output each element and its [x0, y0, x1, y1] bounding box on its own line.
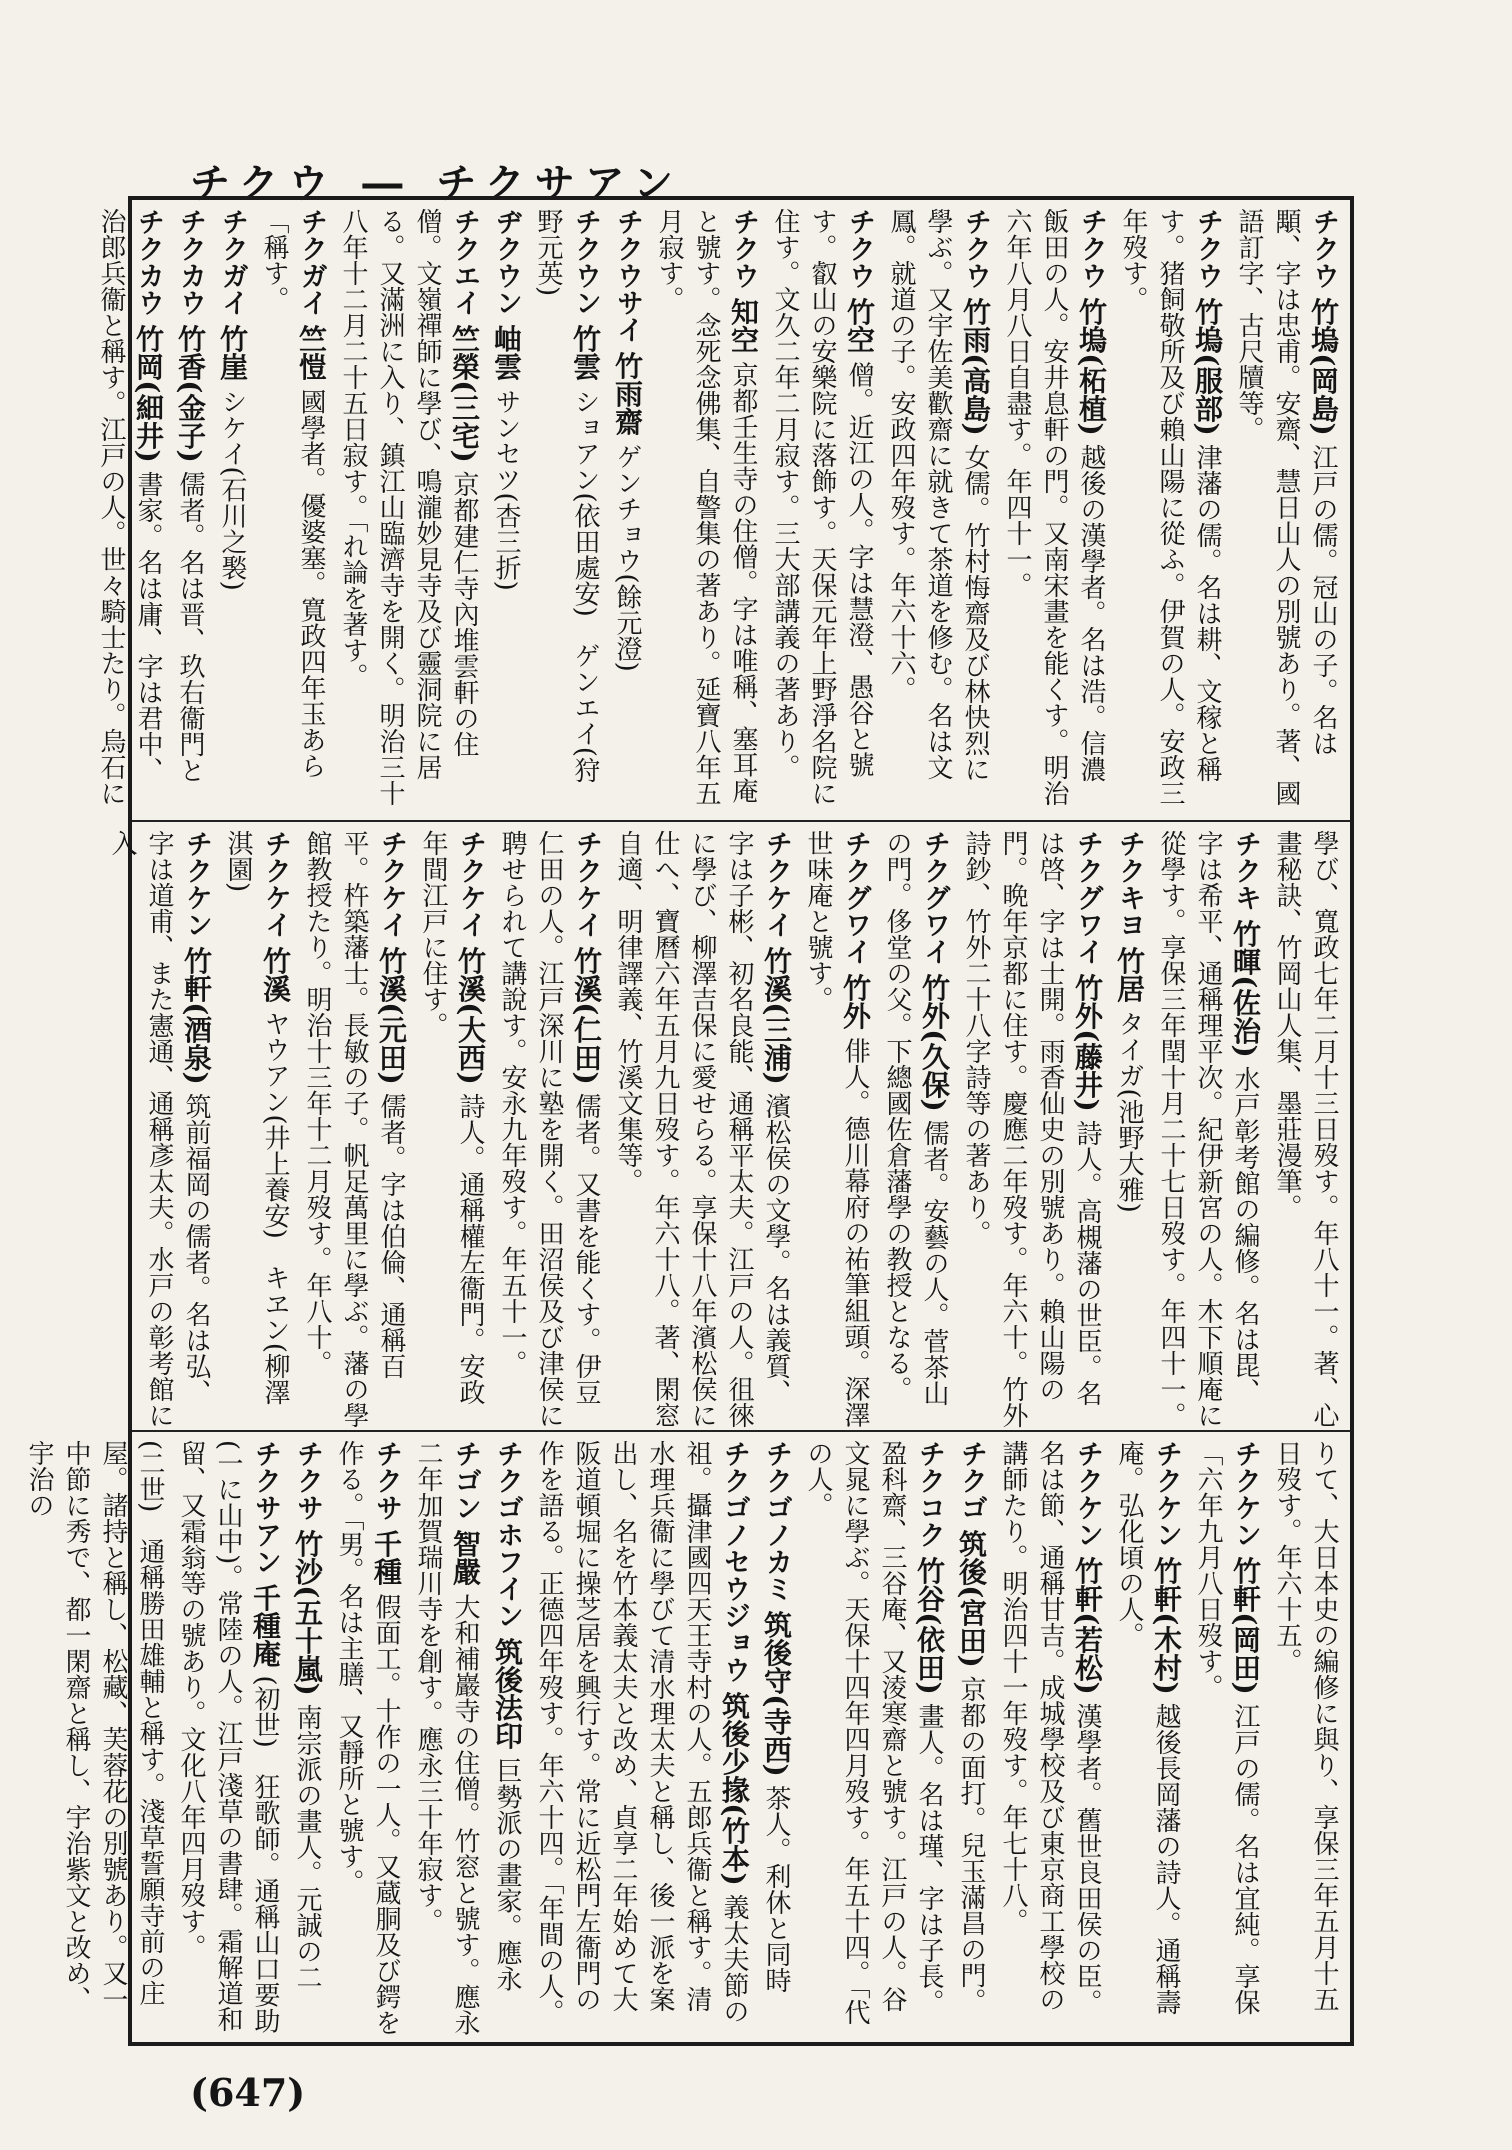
- entry-headword: チクケイ: [455, 830, 486, 938]
- dictionary-entry: [172, 1440, 284, 2036]
- entry-headword: チクウ: [1076, 208, 1107, 289]
- entry-kanji: 竹溪: [259, 946, 292, 1003]
- entry-headword: チクウ: [844, 208, 875, 289]
- entry-body: 江戸の儒。名は宜純。享保「六年九月八日歿す。: [1193, 1440, 1260, 2016]
- entry-body: 茶人。利休と同時: [761, 1785, 791, 1994]
- entry-headword: チクキヨ: [1114, 830, 1145, 938]
- dictionary-entry: [1268, 830, 1342, 1430]
- entry-kanji: 筑後法印: [491, 1637, 524, 1750]
- entry-headword: チクエイ: [449, 208, 480, 316]
- entry-body: ゲンチョウ(餘元澄): [612, 443, 642, 672]
- dictionary-entry: [1110, 1440, 1185, 2036]
- entry-body: 越後長岡藩の詩人。通稱壽庵。弘化頃の人。: [1114, 1440, 1181, 2016]
- dictionary-entry: [219, 830, 294, 1430]
- dictionary-entry: [409, 1440, 484, 2036]
- dictionary-entry: [994, 1440, 1106, 2036]
- dictionary-entry: [952, 1440, 990, 2036]
- entry-headword: チクカウ: [133, 208, 164, 316]
- entry-body: 濱松侯の文學。名は義質、字は子彬、初名良能、通稱平太夫。江戸の人。徂徠に學び、柳澤吉保に愛せらる。享保十八年濱松侯に仕へ、寶曆六年五月九日歿す。年六十八。著、閑窓自適、明律譯義、竹溪文集等。: [613, 830, 791, 1428]
- entry-body: 大和補巖寺の住僧。竹窓と號す。應永二年加賀瑞川寺を創す。應永三十年寂す。: [413, 1440, 480, 2036]
- dictionary-entry: [609, 830, 795, 1430]
- entry-headword: チゴン: [450, 1440, 481, 1521]
- entry-headword: チクウサイ: [612, 208, 643, 343]
- dictionary-entry: [998, 208, 1110, 808]
- entry-body: (二世) 通稱勝田雄輔と稱す。淺草誓願寺前の庄屋。諸持と稱し、松藏、芙蓉花の別號あり。又一中節に秀で、都一閑齋と稱し、宇治紫文と改め、宇治の: [24, 1440, 165, 2012]
- entry-headword: チクウ: [728, 208, 759, 289]
- text-band-bottom: [24, 1440, 1342, 2036]
- entry-headword: チクガイ: [217, 208, 248, 316]
- entry-kanji: 竹暉(佐治): [1229, 919, 1262, 1058]
- dictionary-entry: [1268, 1440, 1342, 2036]
- entry-headword: チクゴ: [956, 1440, 987, 1521]
- entry-body: 水戸彰考館の編修。名は毘、字は希平、通稱理平次。紀伊新宮の人。木下順庵に從學す。享保三年閏十月二十七日歿す。年四十一。: [1156, 830, 1260, 1428]
- entry-headword: チクケン: [181, 830, 212, 938]
- entry-body: 詩人。高槻藩の世臣。名は啓、字は士開。雨香仙史の別號あり。賴山陽の門。晩年京都に住す。慶應二年歿す。年六十。竹外詩鈔、竹外二十八字詩等の著あり。: [961, 830, 1102, 1428]
- entry-body: 義太夫節の祖。攝津國四天王寺村の人。五郎兵衞と稱す。清水理兵衞に學びて清水理太夫と稱し、後一派を案出し、名を竹本義太夫と改め、貞享二年始めて大阪道頓堀に操芝居を興行す。常に近松門左衞門の作を語る。正德四年歿す。年六十四。「年間の人。: [534, 1440, 749, 2025]
- entry-kanji: 智嚴: [449, 1529, 482, 1586]
- entry-headword: チクケン: [1230, 1440, 1261, 1548]
- dictionary-entry: [1152, 830, 1264, 1430]
- entry-body: 假面工。十作の一人。又蔵胴及び鍔を作る。「男。名は主膳、又靜所と號す。: [334, 1440, 401, 2036]
- entry-headword: チクケイ: [376, 830, 407, 938]
- dictionary-entry: [334, 208, 483, 808]
- entry-kanji: 竹沙(五十嵐): [291, 1529, 324, 1696]
- entry-kanji: 竹溪(仁田): [570, 946, 603, 1085]
- entry-body: タイガ(池野大雅): [1114, 1010, 1144, 1213]
- entry-kanji: 岫雲: [490, 324, 523, 381]
- dictionary-entry: [650, 208, 762, 808]
- dictionary-entry: [757, 1440, 795, 2036]
- entry-body: 僧。近江の人。字は慧澄、愚谷と號す。叡山の安樂院に落飾す。天保元年上野淨名院に住す。文久二年二月寂す。三大部講義の著あり。: [770, 208, 874, 806]
- entry-headword: ヂクウン: [491, 208, 522, 316]
- entry-body: 越後の漢學者。名は浩。信濃飯田の人。安井息軒の門。又南宋畫を能くす。明治六年八月八日自盡す。年四十一。: [1002, 208, 1106, 806]
- entry-body: 巨勢派の畫家。應永: [492, 1757, 522, 1992]
- dictionary-entry: [488, 1440, 526, 2036]
- entry-headword: チクウ: [1192, 208, 1223, 289]
- entry-kanji: 竹塢(柘植): [1075, 297, 1108, 436]
- band-divider: [132, 1430, 1350, 1432]
- dictionary-entry: [957, 830, 1106, 1430]
- dictionary-entry: [608, 208, 646, 808]
- entry-headword: チクガイ: [296, 208, 327, 316]
- entry-body: 江戸の儒。冠山の子。名は顒、字は忠甫。安齋、慧日山人の別號あり。著、國語訂字、古尺牘等。: [1234, 208, 1338, 806]
- entry-body: 京都の面打。兒玉滿昌の門。: [956, 1676, 986, 2015]
- entry-headword: チクキ: [1230, 830, 1261, 911]
- entry-kanji: 竹塢(岡島): [1307, 297, 1340, 436]
- entry-kanji: 竺榮(三宅): [448, 324, 481, 463]
- entry-body: 詩人。通稱權左衞門。安政年間江戸に住す。: [418, 830, 485, 1406]
- entry-headword: チクサ: [371, 1440, 402, 1521]
- entry-body: 漢學者。舊世良田侯の臣。名は節、通稱甘吉。成城學校及び東京商工學校の講師たり。明治四十一年歿す。年七十八。: [998, 1440, 1102, 2016]
- entry-kanji: 筑後少掾(竹本): [718, 1691, 751, 1886]
- entry-body: シケイ(石川之褧): [217, 388, 247, 591]
- entry-body: ヤウアン(井上養安) キヱン(柳澤淇園): [223, 830, 290, 1405]
- dictionary-entry: [799, 830, 874, 1430]
- entry-headword: チクゴホフイン: [492, 1440, 523, 1629]
- entry-headword: チクコク: [914, 1440, 945, 1548]
- entry-kanji: 竹雲: [569, 324, 602, 381]
- running-head: チクウ ― チクサアン: [190, 161, 684, 207]
- entry-body: 筑前福岡の儒者。名は弘、字は道甫、また憲通、通稱彥太夫。水戸の彰考館に入: [107, 830, 211, 1428]
- entry-kanji: 竹溪(大西): [454, 946, 487, 1085]
- entry-kanji: 千種: [370, 1529, 403, 1586]
- entry-body: 儒者。字は伯倫、通稱百平。杵築藩士。長敏の子。帆足萬里に學ぶ。藩の學館教授たり。明治十三年十二月歿す。年八十。: [302, 830, 406, 1428]
- entry-kanji: 竹外(久保): [918, 973, 951, 1112]
- entry-body: 國學者。優婆塞。寬政四年玉あら「稱す。: [259, 208, 326, 779]
- dictionary-entry: [414, 830, 489, 1430]
- entry-body: 俳人。德川幕府の祐筆組頭。深澤世味庵と號す。: [803, 830, 870, 1428]
- entry-headword: チクケン: [1072, 1440, 1103, 1548]
- entry-headword: チクウ: [960, 208, 991, 289]
- entry-headword: チクサ: [292, 1440, 323, 1521]
- entry-body: 女儒。竹村悔齋及び林快烈に學ぶ。又宇佐美歡齋に就きて茶道を修む。名は文鳳。就道の子。安政四年歿す。年六十六。: [886, 208, 990, 783]
- dictionary-entry: [878, 830, 953, 1430]
- dictionary-entry: [493, 830, 605, 1430]
- band-divider: [132, 820, 1350, 822]
- dictionary-entry: [766, 208, 878, 808]
- entry-kanji: 竹軒(岡田): [1229, 1556, 1262, 1695]
- entry-body: 儒者。名は晋、玖右衞門と: [175, 471, 205, 784]
- dictionary-entry: [288, 1440, 326, 2036]
- dictionary-entry: [330, 1440, 405, 2036]
- dictionary-entry: [20, 1440, 168, 2036]
- entry-body: ショアン(依田處安) ゲンエイ(狩野元英): [533, 208, 600, 783]
- entry-headword: チクゴノセウジョウ: [719, 1440, 750, 1683]
- entry-kanji: 筑後(宮田): [955, 1529, 988, 1668]
- entry-body: 學び、寬政七年二月十三日歿す。年八十一。著、心畫秘訣、竹岡山人集、墨莊漫筆。: [1272, 830, 1339, 1428]
- dictionary-entry: [1114, 208, 1226, 808]
- dictionary-entry: [103, 830, 215, 1430]
- dictionary-entry: [171, 208, 209, 808]
- entry-headword: チクウン: [570, 208, 601, 316]
- entry-kanji: 千種庵: [249, 1583, 282, 1668]
- dictionary-entry: [213, 208, 251, 808]
- entry-kanji: 竹溪(三浦): [760, 946, 793, 1085]
- entry-headword: チクケン: [1151, 1440, 1182, 1548]
- entry-kanji: 竹岡(細井): [132, 324, 165, 463]
- entry-headword: チクウ: [1308, 208, 1339, 289]
- entry-body: 儒者。安藝の人。菅茶山の門。侈堂の父。下總國佐倉藩學の教授となる。: [882, 830, 949, 1407]
- entry-body: 儒者。又書を能くす。伊豆仁田の人。江戸深川に塾を開く。田沼侯及び津侯に聘せられて講說す。安永九年歿す。年五十一。: [497, 830, 601, 1428]
- entry-kanji: 竹軒(酒泉): [180, 946, 213, 1085]
- entry-body: 書家。名は庸、字は君中、治郎兵衞と稱す。江戸の人。世々騎士たり。烏石に: [96, 208, 163, 806]
- entry-headword: チクゴノカミ: [761, 1440, 792, 1602]
- entry-kanji: 竹塢(服部): [1191, 297, 1224, 436]
- entry-body: 津藩の儒。名は耕、文稼と稱す。猪飼敬所及び賴山陽に從ふ。伊賀の人。安政三年歿す。: [1118, 208, 1222, 806]
- entry-headword: チクカウ: [175, 208, 206, 316]
- entry-kanji: 知空: [727, 297, 760, 354]
- entry-kanji: 竹雨齋: [611, 351, 644, 436]
- entry-kanji: 竹空: [843, 297, 876, 354]
- entry-headword: チクケイ: [571, 830, 602, 938]
- entry-body: 南宗派の畫人。元誠の二: [292, 1704, 322, 1991]
- text-band-middle: [107, 830, 1342, 1430]
- entry-headword: チクグワイ: [1072, 830, 1103, 965]
- entry-kanji: 竹溪(元田): [375, 946, 408, 1085]
- entry-kanji: 竹雨(高島): [959, 297, 992, 436]
- entry-headword: チクケイ: [260, 830, 291, 938]
- dictionary-entry: [92, 208, 167, 808]
- dictionary-entry: [1230, 208, 1342, 808]
- entry-headword: チクグワイ: [919, 830, 950, 965]
- entry-body: 京都壬生寺の住僧。字は唯稱、塞耳庵と號す。念死念佛集、自警集の著あり。延寶八年五月寂す。: [654, 208, 758, 806]
- dictionary-entry: [298, 830, 410, 1430]
- entry-kanji: 竹香(金子): [174, 324, 207, 463]
- entry-headword: チクサアン: [250, 1440, 281, 1575]
- dictionary-entry: [1110, 830, 1148, 1430]
- entry-kanji: 竹谷(依田): [913, 1556, 946, 1695]
- entry-kanji: 竹軒(若松): [1071, 1556, 1104, 1695]
- entry-body: 畫人。名は瑾、字は子長。盈科齋、三谷庵、又淩寒齋と號す。江戸の人。谷文晁に學ぶ。天保十四年四月歿す。年五十四。「代の人。: [803, 1440, 944, 2025]
- entry-kanji: 竺愷: [295, 324, 328, 381]
- entry-body: 京都建仁寺內堆雲軒の住僧。文嶺禪師に學び、鳴瀧妙見寺及び靈洞院に居る。又滿洲に入り、鎮江山臨濟寺を開く。明治三十八年十二月二十五日寂す。「れ論を著す。: [338, 208, 479, 806]
- entry-kanji: 竹外: [839, 973, 872, 1030]
- entry-headword: チクグワイ: [840, 830, 871, 965]
- text-band-top: [96, 208, 1342, 808]
- dictionary-entry: [487, 208, 525, 808]
- entry-headword: チクケイ: [761, 830, 792, 938]
- entry-body: サンセツ(杏三折): [491, 388, 521, 591]
- entry-kanji: 筑後守(寺西): [760, 1610, 793, 1777]
- dictionary-entry: [1189, 1440, 1264, 2036]
- entry-body: りて、大日本史の編修に與り、享保三年五月十五日歿す。年六十五。: [1272, 1440, 1339, 2012]
- entry-kanji: 竹軒(木村): [1150, 1556, 1183, 1695]
- entry-body: (初世) 狂歌師。通稱山口要助(一に山中)。常陸の人。江戸淺草の書肆。霜解道和留、又霜翁等の號あり。文化八年四月歿す。: [176, 1440, 280, 2034]
- page-frame: [24, 196, 1354, 2046]
- dictionary-entry: [799, 1440, 948, 2036]
- entry-kanji: 竹崖: [216, 324, 249, 381]
- dictionary-entry: [530, 1440, 753, 2036]
- entry-kanji: 竹居: [1113, 946, 1146, 1003]
- dictionary-entry: [882, 208, 994, 808]
- page-number: (647): [190, 2070, 306, 2115]
- entry-kanji: 竹外(藤井): [1071, 973, 1104, 1112]
- dictionary-entry: [529, 208, 604, 808]
- dictionary-entry: [255, 208, 330, 808]
